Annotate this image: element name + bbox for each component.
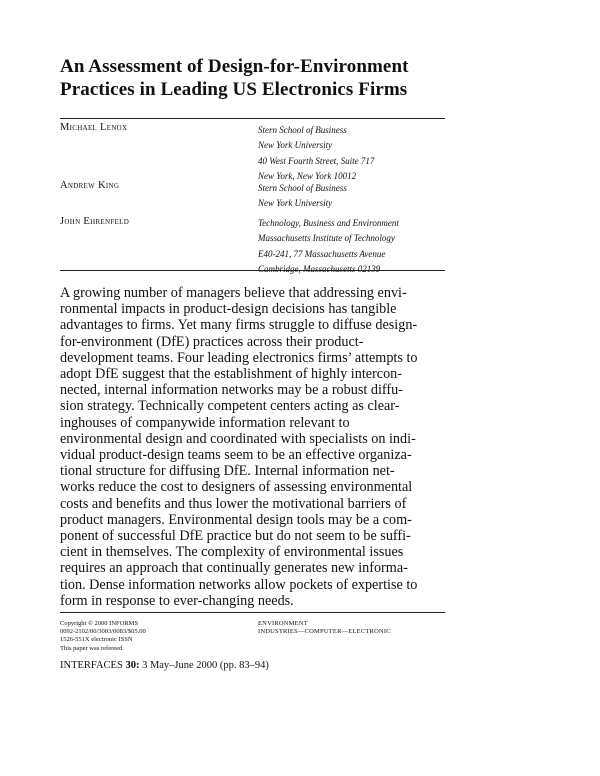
- issue-pages: 3 May–June 2000 (pp. 83–94): [139, 660, 269, 671]
- title-line: An Assessment of Design-for-Environment: [60, 56, 409, 77]
- abstract-line: form in response to ever-changing needs.: [60, 592, 294, 609]
- journal-volume: 30:: [125, 660, 140, 671]
- abstract-line: vidual product-design teams seem to be an effective organiza-: [60, 447, 412, 464]
- abstract-line: ponent of successful DfE practice but do not seem to be suffi-: [60, 528, 411, 545]
- bottom-divider: [60, 612, 445, 613]
- abstract-line: A growing number of managers believe that addressing envi-: [60, 285, 407, 301]
- author-name: Andrew King: [60, 180, 120, 191]
- subject-keywords: [258, 620, 391, 636]
- middle-divider: [60, 270, 445, 271]
- abstract-line: adopt DfE suggest that the establishment of highly intercon-: [60, 366, 403, 383]
- abstract-line: nected, internal information networks may be a robust diffu-: [60, 382, 403, 399]
- author-affiliation: [258, 216, 458, 277]
- author-affiliation: [258, 123, 458, 184]
- affiliation-line: E40-241, 77 Massachusetts Avenue: [258, 248, 386, 259]
- author-name: Michael Lenox: [60, 122, 128, 133]
- abstract-line: inghouses of companywide information relevant to: [60, 414, 350, 431]
- affiliation-line: New York University: [258, 140, 333, 151]
- affiliation-line: Stern School of Business: [258, 125, 347, 135]
- paper-title: [60, 55, 450, 101]
- journal-citation: [60, 660, 269, 671]
- keyword-line: INDUSTRIES—COMPUTER—ELECTRONIC: [258, 628, 391, 636]
- copyright-line: 1526-551X electronic ISSN: [60, 636, 133, 644]
- keyword-line: ENVIRONMENT: [258, 620, 308, 627]
- top-divider: [60, 118, 445, 119]
- affiliation-line: Technology, Business and Environment: [258, 218, 399, 228]
- affiliation-line: 40 West Fourth Street, Suite 717: [258, 155, 375, 166]
- abstract-line: tional structure for diffusing DfE. Internal information net-: [60, 463, 395, 480]
- abstract-line: advantages to firms. Yet many firms struggle to diffuse design-: [60, 317, 418, 334]
- abstract-line: for-environment (DfE) practices across their product-: [60, 333, 364, 350]
- abstract-line: environmental design and coordinated with specialists on indi-: [60, 430, 416, 447]
- copyright-line: 0092-2102/00/3003/0083/$05.00: [60, 628, 146, 636]
- affiliation-line: New York, New York 10012: [258, 170, 357, 181]
- journal-name: INTERFACES: [60, 660, 123, 671]
- title-line: Practices in Leading US Electronics Firms: [60, 79, 408, 100]
- abstract-line: cient in themselves. The complexity of environmental issues: [60, 544, 404, 561]
- affiliation-line: Stern School of Business: [258, 183, 347, 193]
- copyright-line: Copyright © 2000 INFORMS: [60, 620, 139, 627]
- affiliation-line: Massachusetts Institute of Technology: [258, 233, 395, 244]
- abstract-line: sion strategy. Technically competent centers acting as clear-: [60, 398, 400, 415]
- author-name: John Ehrenfeld: [60, 216, 130, 227]
- copyright-block: [60, 620, 146, 653]
- copyright-line: This paper was refereed.: [60, 644, 124, 652]
- abstract-line: ronmental impacts in product-design decisions has tangible: [60, 301, 397, 318]
- abstract: [60, 285, 452, 609]
- affiliation-line: Cambridge, Massachusetts 02139: [258, 263, 381, 274]
- abstract-line: product managers. Environmental design tools may be a com-: [60, 511, 412, 528]
- abstract-line: works reduce the cost to designers of assessing environmental: [60, 479, 413, 496]
- abstract-line: requires an approach that continually generates new informa-: [60, 560, 408, 577]
- abstract-line: tion. Dense information networks allow pockets of expertise to: [60, 576, 418, 593]
- abstract-line: development teams. Four leading electronics firms’ attempts to: [60, 349, 418, 366]
- affiliation-line: New York University: [258, 198, 333, 209]
- author-affiliation: [258, 181, 458, 212]
- abstract-line: costs and benefits and thus lower the motivational barriers of: [60, 495, 407, 512]
